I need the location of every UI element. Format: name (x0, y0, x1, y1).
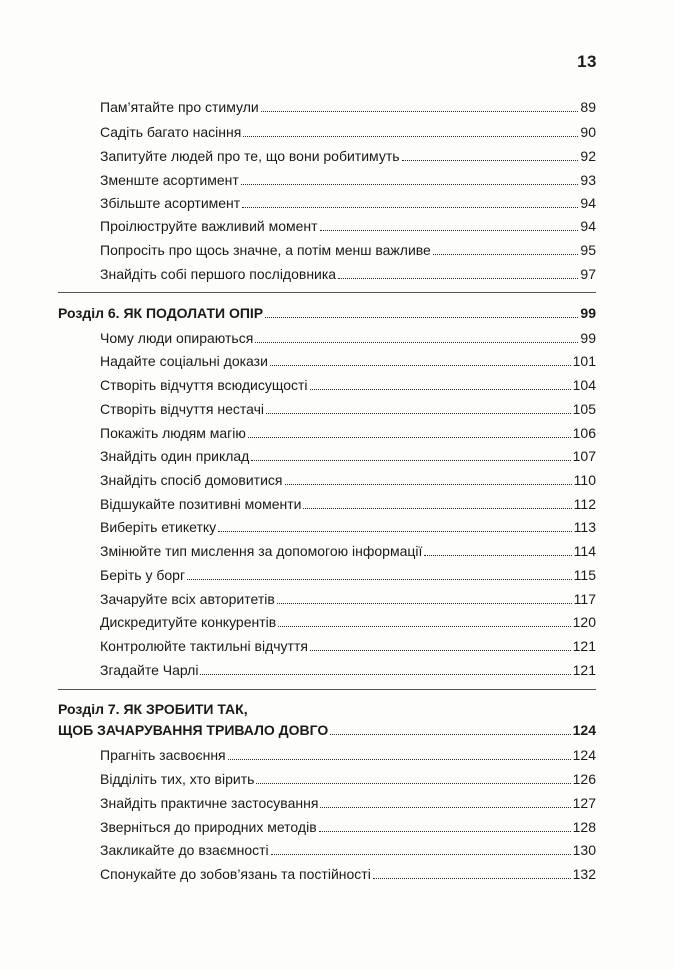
toc-entry[interactable] (100, 519, 596, 535)
toc-entry[interactable] (100, 472, 596, 488)
toc-entry-page: 92 (580, 148, 596, 164)
toc-entry[interactable] (100, 99, 596, 115)
toc-entry-title: Знайдіть собі першого послідовника (100, 266, 337, 282)
toc-entry-page: 97 (580, 266, 596, 282)
toc-entry-title: Згадайте Чарлі (100, 662, 199, 678)
chapter-page: 99 (580, 305, 596, 321)
section-divider (58, 689, 596, 690)
toc-entry-page: 130 (572, 842, 596, 858)
chapter-page: 124 (572, 722, 596, 738)
toc-entry-title: Знайдіть один приклад (100, 448, 250, 464)
dot-leader (330, 734, 570, 735)
toc-entry-page: 110 (573, 472, 596, 488)
toc-entry[interactable] (100, 148, 596, 164)
toc-chapter-6[interactable] (58, 305, 596, 321)
toc-entry-page: 107 (572, 448, 596, 464)
dot-leader (255, 342, 578, 343)
toc-entry[interactable] (100, 353, 596, 369)
toc-entry-page: 105 (572, 401, 596, 417)
toc-entry-page: 113 (573, 519, 596, 535)
toc-entry-page: 106 (572, 425, 596, 441)
toc-entry[interactable] (100, 218, 596, 234)
dot-leader (303, 508, 571, 509)
toc-entry-title: Створіть відчуття всюдисущості (100, 377, 308, 393)
toc-entry[interactable] (100, 842, 596, 858)
toc-entry-page: 114 (573, 543, 596, 559)
toc-entry[interactable] (100, 401, 596, 417)
page-number: 13 (577, 52, 597, 71)
toc-entry-page: 89 (580, 99, 596, 115)
toc-entry[interactable] (100, 195, 596, 211)
toc-entry-page: 115 (573, 567, 596, 583)
toc-entry-title: Надайте соціальні докази (100, 353, 268, 369)
section-divider (58, 292, 596, 293)
toc-entry[interactable] (100, 614, 596, 630)
toc-entry-page: 94 (580, 195, 596, 211)
dot-leader (338, 278, 578, 279)
toc-entry-title: Зачаруйте всіх авторитетів (100, 591, 275, 607)
dot-leader (265, 317, 578, 318)
dot-leader (278, 626, 570, 627)
dot-leader (310, 389, 571, 390)
toc-entry-title: Контролюйте тактильні відчуття (100, 638, 308, 654)
toc-entry[interactable] (100, 662, 596, 678)
toc-entry-title: Зменште асортимент (100, 172, 239, 188)
dot-leader (277, 603, 572, 604)
chapter-title: Розділ 6. ЯК ПОДОЛАТИ ОПІР (58, 305, 264, 321)
dot-leader (285, 484, 572, 485)
toc-entry-page: 112 (573, 496, 596, 512)
toc-entry-page: 126 (572, 771, 596, 787)
toc-entry-page: 104 (572, 377, 596, 393)
toc-entry[interactable] (100, 448, 596, 464)
dot-leader (251, 460, 570, 461)
toc-entry-page: 90 (580, 124, 596, 140)
dot-leader (373, 878, 571, 879)
toc-entry[interactable] (100, 377, 596, 393)
toc-entry-title: Беріть у борг (100, 567, 186, 583)
dot-leader (424, 555, 571, 556)
toc-entry[interactable] (100, 819, 596, 835)
toc-entry[interactable] (100, 771, 596, 787)
toc-entry-title: Покажіть людям магію (100, 425, 246, 441)
toc-entry-title: Проілюструйте важливий момент (100, 218, 318, 234)
dot-leader (248, 437, 571, 438)
dot-leader (270, 365, 571, 366)
toc-entry-title: Запитуйте людей про те, що вони робитимуть (100, 148, 400, 164)
toc-entry-title: Знайдіть практичне застосування (100, 795, 319, 811)
dot-leader (228, 759, 571, 760)
toc-entry-title: Змінюйте тип мислення за допомогою інформації (100, 543, 423, 559)
dot-leader (243, 136, 578, 137)
toc-entry-page: 95 (580, 242, 596, 258)
dot-leader (320, 230, 579, 231)
toc-entry-title: Чому люди опираються (100, 330, 254, 346)
dot-leader (433, 254, 579, 255)
toc-entry[interactable] (100, 543, 596, 559)
dot-leader (187, 579, 572, 580)
dot-leader (218, 531, 572, 532)
toc-entry-title: Виберіть етикетку (100, 519, 217, 535)
toc-entry[interactable] (100, 638, 596, 654)
toc-entry[interactable] (100, 747, 596, 763)
toc-entry[interactable] (100, 425, 596, 441)
toc-entry[interactable] (100, 496, 596, 512)
dot-leader (271, 854, 571, 855)
toc-entry[interactable] (100, 866, 596, 882)
dot-leader (310, 650, 571, 651)
toc-entry-title: Пам’ятайте про стимули (100, 99, 259, 115)
toc-entry[interactable] (100, 266, 596, 282)
toc-entry-page: 124 (572, 747, 596, 763)
toc-entry-page: 101 (572, 353, 596, 369)
toc-entry[interactable] (100, 330, 596, 346)
dot-leader (256, 783, 570, 784)
toc-entry-title: Зверніться до природних методів (100, 819, 317, 835)
dot-leader (402, 160, 579, 161)
dot-leader (242, 207, 578, 208)
toc-entry-title: Дискредитуйте конкурентів (100, 614, 277, 630)
toc-entry-page: 99 (580, 330, 596, 346)
toc-chapter-7[interactable] (58, 722, 596, 738)
toc-entry-page: 117 (573, 591, 596, 607)
dot-leader (319, 831, 571, 832)
dot-leader (200, 674, 570, 675)
toc-entry[interactable] (100, 591, 596, 607)
toc-entry-page: 120 (572, 614, 596, 630)
toc-entry-title: Відшукайте позитивні моменти (100, 496, 302, 512)
toc-entry-title: Відділіть тих, хто вірить (100, 771, 255, 787)
toc-entry-page: 93 (580, 172, 596, 188)
toc-entry-title: Закликайте до взаємності (100, 842, 269, 858)
toc-entry-title: Попросіть про щось значне, а потім менш важливе (100, 242, 431, 258)
toc-entry-page: 132 (572, 866, 596, 882)
toc-entry-title: Спонукайте до зобов’язань та постійності (100, 866, 371, 882)
toc-entry[interactable] (100, 124, 596, 140)
toc-entry[interactable] (100, 567, 596, 583)
dot-leader (266, 413, 571, 414)
toc-entry-title: Створіть відчуття нестачі (100, 401, 265, 417)
chapter-title-line1: Розділ 7. ЯК ЗРОБИТИ ТАК, (58, 701, 248, 717)
toc-entry-page: 121 (572, 662, 596, 678)
toc-entry-title: Збільште асортимент (100, 195, 241, 211)
toc-entry-title: Садіть багато насіння (100, 124, 242, 140)
toc-entry[interactable] (100, 795, 596, 811)
dot-leader (261, 111, 579, 112)
toc-entry-title: Прагніть засвоєння (100, 747, 226, 763)
toc-entry-page: 128 (572, 819, 596, 835)
toc-entry-page: 94 (580, 218, 596, 234)
toc-entry[interactable] (100, 242, 596, 258)
dot-leader (320, 807, 570, 808)
toc-entry-page: 121 (572, 638, 596, 654)
toc-entry[interactable] (100, 172, 596, 188)
dot-leader (241, 184, 579, 185)
toc-entry-title: Знайдіть спосіб домовитися (100, 472, 283, 488)
chapter-title-line2: ЩОБ ЗАЧАРУВАННЯ ТРИВАЛО ДОВГО (58, 722, 329, 738)
toc-entry-page: 127 (572, 795, 596, 811)
